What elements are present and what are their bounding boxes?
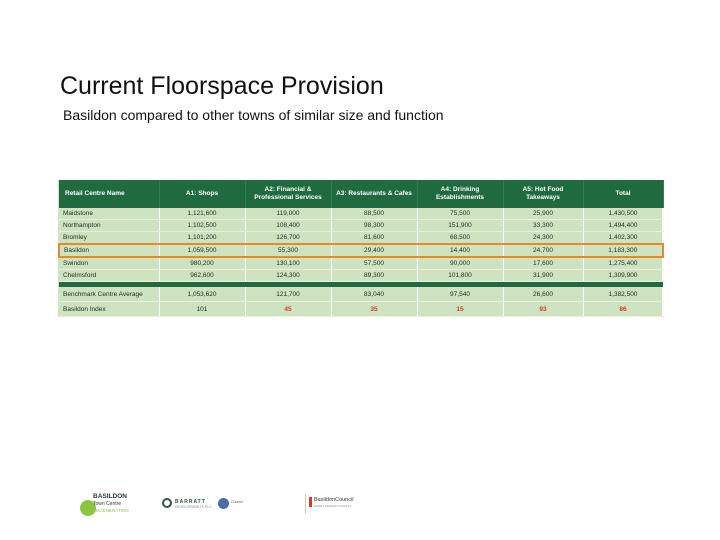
a2-cell: 124,300 <box>245 270 331 282</box>
a1-cell: 962,600 <box>159 270 245 282</box>
a4-cell: 68,500 <box>417 232 503 245</box>
a1-cell: 1,101,200 <box>159 232 245 245</box>
table-row <box>59 208 663 220</box>
basildon-logo-sub: REGENERATION <box>93 508 129 513</box>
column-header: A5: Hot Food Takeaways <box>503 180 583 208</box>
a5-cell: 25,900 <box>503 208 583 220</box>
floorspace-table-container <box>58 180 662 317</box>
table-row-index <box>59 302 663 317</box>
column-header: A4: Drinking Establishments <box>417 180 503 208</box>
total-cell: 1,275,400 <box>583 257 663 270</box>
total-cell: 1,494,400 <box>583 220 663 232</box>
a2-cell: 55,300 <box>245 244 331 257</box>
a3-cell: 29,400 <box>331 244 417 257</box>
total-cell: 1,402,300 <box>583 232 663 245</box>
council-logo-text: Council <box>231 500 243 504</box>
slide-title: Current Floorspace Provision <box>60 72 384 100</box>
basildon-logo-tagline: Town Centre <box>93 501 122 507</box>
a4-cell: 151,900 <box>417 220 503 232</box>
column-header: A1: Shops <box>159 180 245 208</box>
centre-name-cell: Swindon <box>59 257 159 270</box>
a3-cell: 81,600 <box>331 232 417 245</box>
table-row <box>59 257 663 270</box>
total-cell: 1,183,300 <box>583 244 663 257</box>
a2-cell: 108,400 <box>245 220 331 232</box>
centre-name-cell: Maidstone <box>59 208 159 220</box>
a5-cell: 33,300 <box>503 220 583 232</box>
logo-divider <box>305 494 306 514</box>
a1-cell: 1,053,620 <box>159 287 245 302</box>
centre-name-cell: Northampton <box>59 220 159 232</box>
table-row <box>59 220 663 232</box>
a2-cell: 130,100 <box>245 257 331 270</box>
table-row-highlighted <box>59 244 663 257</box>
centre-name-cell: Basildon <box>59 244 159 257</box>
a1-cell: 1,102,500 <box>159 220 245 232</box>
table-header-row <box>59 180 663 208</box>
a3-cell: 57,500 <box>331 257 417 270</box>
barratt-logo-sub: DEVELOPMENTS PLC <box>175 505 212 509</box>
a2-cell: 119,000 <box>245 208 331 220</box>
column-header: A2: Financial & Professional Services <box>245 180 331 208</box>
total-cell: 86 <box>583 302 663 317</box>
partner-logos <box>80 490 354 524</box>
centre-name-cell: Bromley <box>59 232 159 245</box>
basildon-council-logo-sub: EVERY PERSON COUNTS <box>314 504 352 508</box>
a5-cell: 24,300 <box>503 232 583 245</box>
floorspace-table <box>58 180 664 317</box>
a3-cell: 98,300 <box>331 220 417 232</box>
a2-cell: 45 <box>245 302 331 317</box>
column-header: A3: Restaurants & Cafes <box>331 180 417 208</box>
a4-cell: 75,500 <box>417 208 503 220</box>
total-cell: 1,309,900 <box>583 270 663 282</box>
column-header: Total <box>583 180 663 208</box>
barratt-logo-icon <box>162 498 172 508</box>
a2-cell: 126,700 <box>245 232 331 245</box>
centre-name-cell: Chelmsford <box>59 270 159 282</box>
basildon-council-logo-name: BasildonCouncil <box>314 497 354 503</box>
a5-cell: 31,900 <box>503 270 583 282</box>
a3-cell: 88,500 <box>331 208 417 220</box>
a4-cell: 101,800 <box>417 270 503 282</box>
a5-cell: 26,600 <box>503 287 583 302</box>
table-row-summary <box>59 287 663 302</box>
a3-cell: 83,040 <box>331 287 417 302</box>
a1-cell: 1,059,500 <box>159 244 245 257</box>
total-cell: 1,382,500 <box>583 287 663 302</box>
basildon-council-mark-icon <box>309 497 312 507</box>
a5-cell: 93 <box>503 302 583 317</box>
barratt-logo-name: BARRATT <box>175 499 206 505</box>
centre-name-cell: Basildon Index <box>59 302 159 317</box>
slide-subtitle: Basildon compared to other towns of similar size and function <box>63 107 444 123</box>
a5-cell: 17,600 <box>503 257 583 270</box>
a2-cell: 121,700 <box>245 287 331 302</box>
centre-name-cell: Benchmark Centre Average <box>59 287 159 302</box>
column-header: Retail Centre Name <box>59 180 159 208</box>
total-cell: 1,430,500 <box>583 208 663 220</box>
a4-cell: 14,400 <box>417 244 503 257</box>
council-crest-icon <box>218 498 229 509</box>
a1-cell: 1,121,600 <box>159 208 245 220</box>
table-row <box>59 270 663 282</box>
a3-cell: 89,300 <box>331 270 417 282</box>
a4-cell: 15 <box>417 302 503 317</box>
a4-cell: 97,540 <box>417 287 503 302</box>
a3-cell: 35 <box>331 302 417 317</box>
basildon-logo-name: BASILDON <box>93 493 127 500</box>
a5-cell: 24,700 <box>503 244 583 257</box>
a1-cell: 980,200 <box>159 257 245 270</box>
a4-cell: 90,000 <box>417 257 503 270</box>
table-row <box>59 232 663 245</box>
a1-cell: 101 <box>159 302 245 317</box>
